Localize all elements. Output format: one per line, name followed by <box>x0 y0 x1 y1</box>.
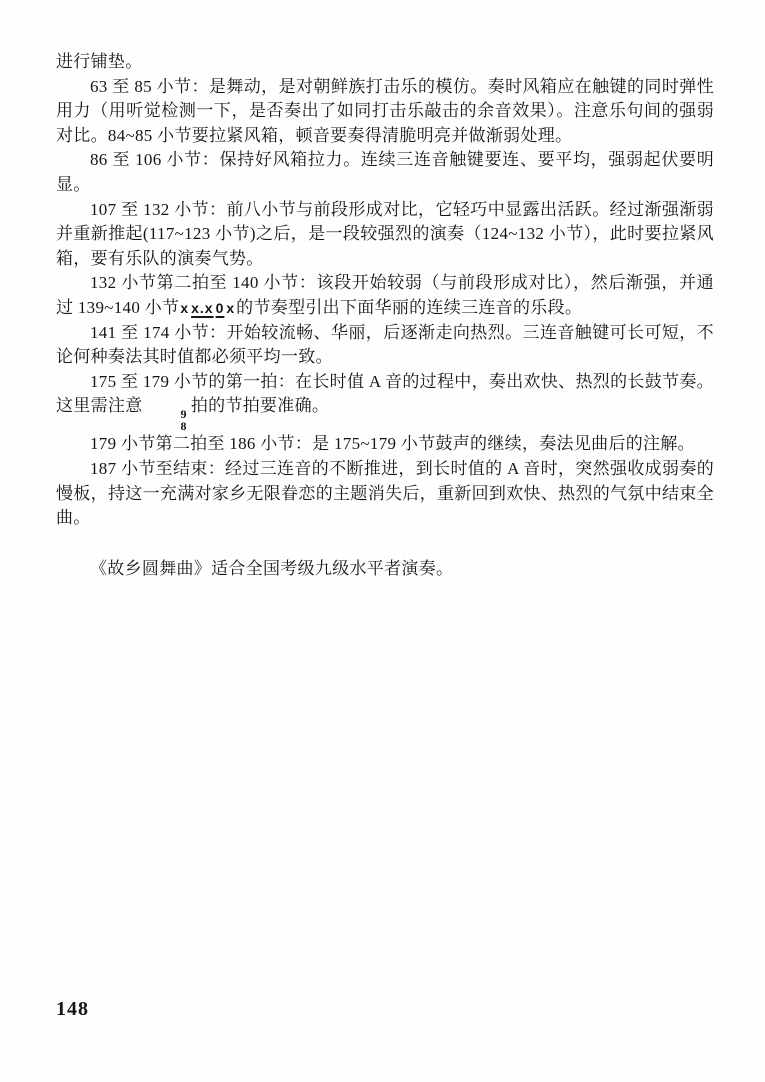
body-text <box>56 50 714 581</box>
paragraph: 63 至 85 小节：是舞动，是对朝鲜族打击乐的模仿。奏时风箱应在触键的同时弹性用力（用听觉检测一下，是否奏出了如同打击乐敲击的余音效果）。注意乐句间的强弱对比。84~85 小节要拉紧风箱，顿音要奏得清脆明亮并做渐弱处理。 <box>56 76 714 145</box>
paragraph: 132 小节第二拍至 140 小节：该段开始较弱（与前段形成对比），然后渐强，并通过 139~140 小节x x.x 0 x的节奏型引出下面华丽的连续三连音的乐段。 <box>56 273 714 317</box>
page-number: 148 <box>56 998 89 1020</box>
paragraph: 《故乡圆舞曲》适合全国考级九级水平者演奏。 <box>90 558 454 578</box>
paragraph: 187 小节至结束：经过三连音的不断推进，到长时值的 A 音时，突然强收成弱奏的慢板，持这一充满对家乡无限眷恋的主题消失后，重新回到欢快、热烈的气氛中结束全曲。 <box>56 458 714 528</box>
paragraph: 175 至 179 小节的第一拍：在长时值 A 音的过程中，奏出欢快、热烈的长鼓节奏。这里需注意 9 8 拍的节拍要准确。 <box>56 371 714 434</box>
paragraph: 86 至 106 小节：保持好风箱拉力。连续三连音触键要连、要平均，强弱起伏要明显。 <box>56 150 714 194</box>
rhythm-notation: 0 <box>215 299 225 316</box>
time-signature-fraction <box>147 408 187 432</box>
paragraph: 进行铺垫。 <box>56 52 143 71</box>
paragraph: 179 小节第二拍至 186 小节：是 175~179 小节鼓声的继续，奏法见曲后的注解。 <box>90 434 695 454</box>
rhythm-notation: x.x <box>191 299 214 316</box>
paragraph: 141 至 174 小节：开始较流畅、华丽，后逐渐走向热烈。三连音触键可长可短，不论何种奏法其时值都必须平均一致。 <box>56 322 714 367</box>
rhythm-notation: x <box>226 299 236 316</box>
rhythm-notation: x <box>180 299 190 316</box>
fraction-denominator: 8 <box>180 419 187 434</box>
fraction-numerator: 9 <box>180 407 187 422</box>
paragraph: 107 至 132 小节：前八小节与前段形成对比，它轻巧中显露出活跃。经过渐强渐弱并重新推起(117~123 小节)之后，是一段较强烈的演奏（124~132 小节），此时要拉紧风箱，要有乐队的演奏气势。 <box>56 199 714 268</box>
